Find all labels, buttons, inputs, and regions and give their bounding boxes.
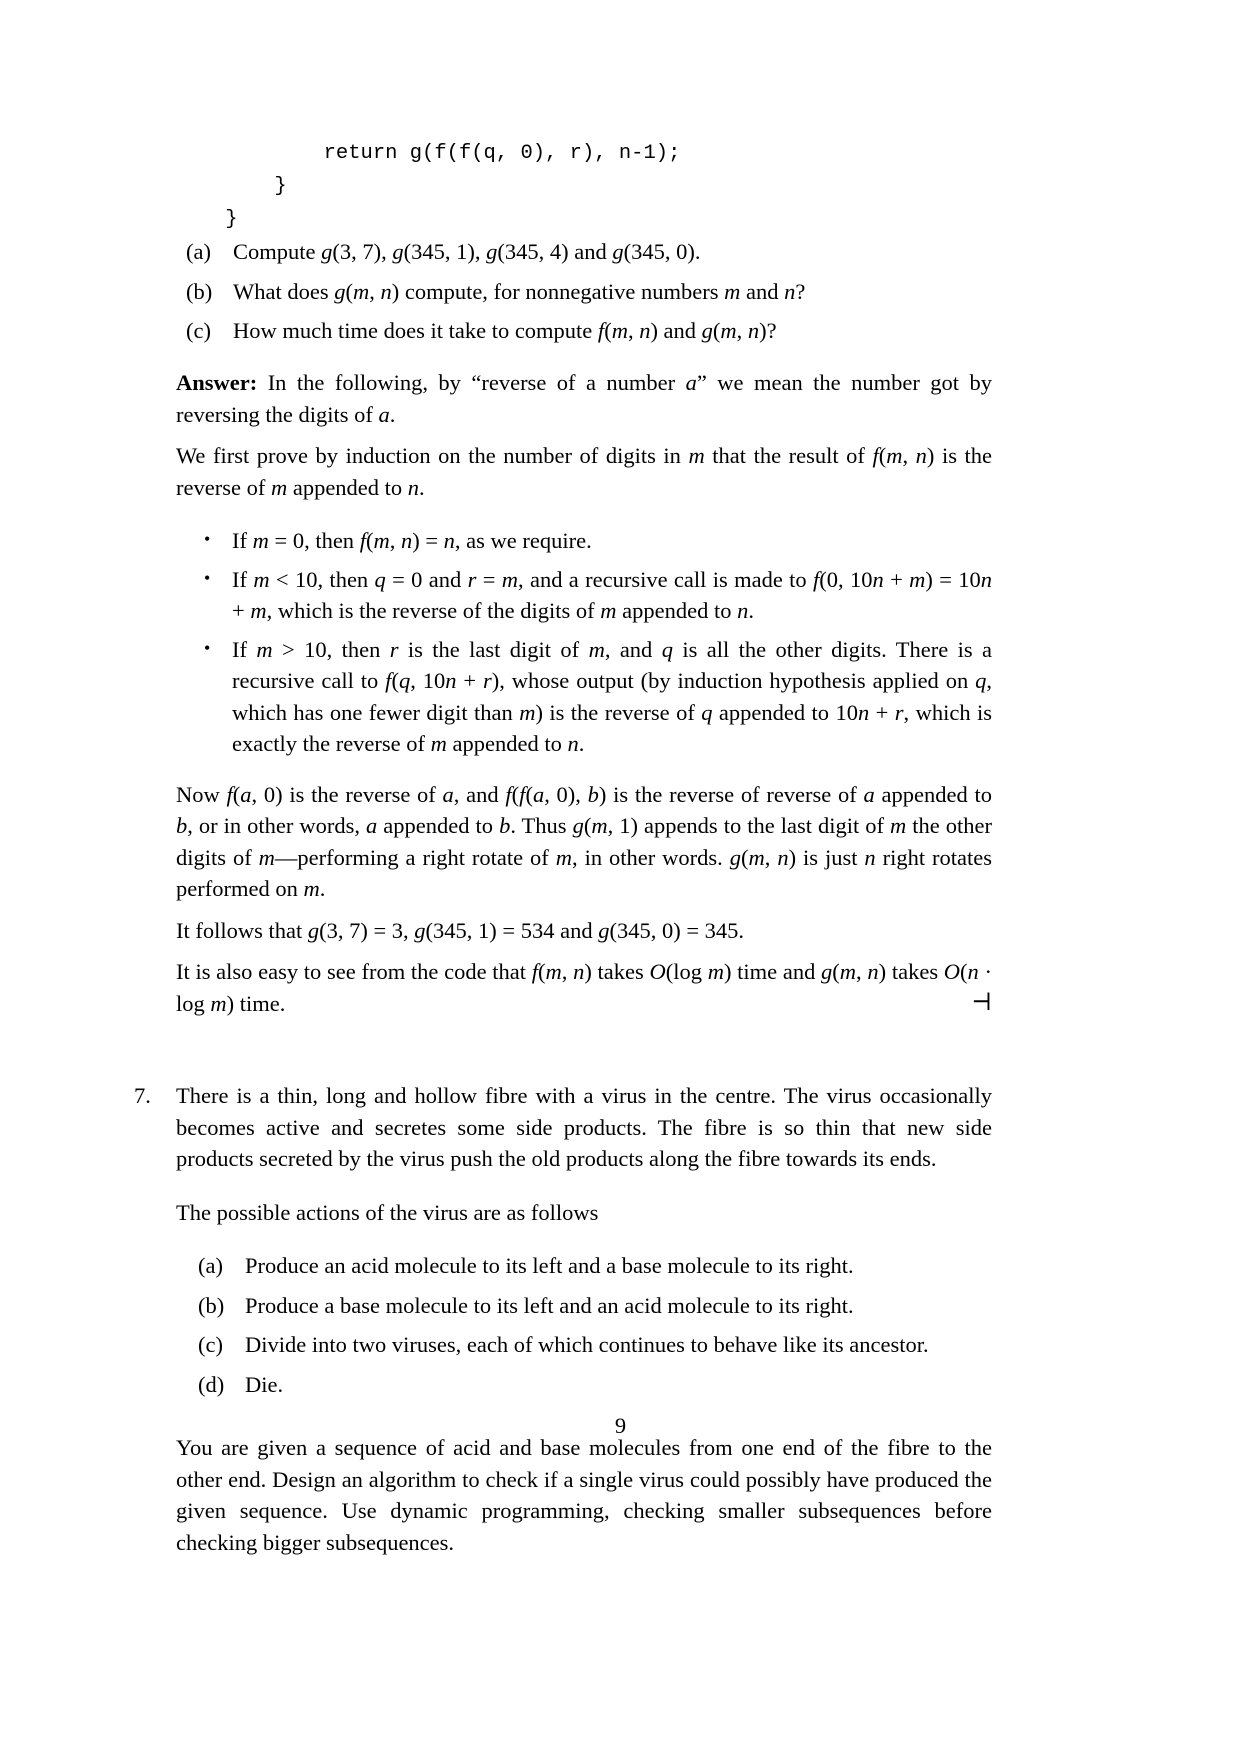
question7-task: You are given a sequence of acid and base molecules from one end of the fibre to the other end. Design an algorithm to check if a single virus could possibly have produced the given sequence. Use dynamic programming, checking smaller subsequences before checking bigger subsequences.: [176, 1435, 992, 1555]
question7-number: 7.: [134, 1083, 151, 1108]
bullet-dot-icon: •: [204, 529, 211, 549]
item-label-d: (d): [198, 1371, 225, 1397]
list-item-7d: [198, 1369, 992, 1401]
bullet-case-m-greater-than-ten: [198, 634, 992, 760]
bullet-dot-icon: •: [204, 637, 211, 658]
bullet-dot-icon: •: [204, 567, 211, 588]
item-text-6b: What does g(m, n) compute, for nonnegative numbers m and n?: [233, 278, 806, 304]
induction-bullet-list: [176, 525, 992, 760]
question7-block: [134, 1080, 992, 1558]
page-number: 9: [614, 1413, 627, 1438]
item-text-7c: Divide into two viruses, each of which continues to behave like its ancestor.: [245, 1332, 929, 1357]
enum-list-question6: [186, 236, 992, 347]
item-label-a: (a): [198, 1253, 223, 1278]
answer-intro-paragraph: Answer: In the following, by “reverse of a number a” we mean the number got by reversing the digits of a.: [176, 370, 992, 427]
item-label-b: (b): [186, 278, 213, 304]
bullet-case-m-equals-zero: [198, 525, 992, 557]
question6-parts-list: [186, 236, 992, 355]
item-label-b: (b): [198, 1292, 225, 1318]
answer-section: [176, 367, 992, 1029]
item-text-7a: Produce an acid molecule to its left and a base molecule to its right.: [245, 1253, 854, 1278]
bullet-text-1: If m = 0, then f(m, n) = n, as we require.: [232, 528, 592, 553]
list-item-7a: [198, 1250, 992, 1282]
item-text-6c: How much time does it take to compute f(m, n) and g(m, n)?: [233, 318, 777, 343]
question7-intro: There is a thin, long and hollow fibre with a virus in the centre. The virus occasionally becomes active and secretes some side products. The fibre is so thin that new side products secreted by the virus push the old products along the fibre towards its ends.: [176, 1083, 992, 1171]
item-text-7d: Die.: [245, 1371, 284, 1397]
item-label-a: (a): [186, 239, 211, 264]
list-item-6a: [186, 236, 992, 268]
code-line-2: }: [176, 175, 287, 198]
conclusion-paragraph: Now f(a, 0) is the reverse of a, and f(f(a, 0), b) is the reverse of reverse of a appended to b, or in other words, a appended to b. Thus g(m, 1) appends to the last digit of m the other digits of m—performing a right rotate of m, in other words. g(m, n) is just n right rotates performed on m.: [176, 781, 993, 901]
list-item-6c: [186, 315, 992, 347]
question7-actions-lead: The possible actions of the virus are as follows: [176, 1199, 599, 1225]
list-item-7c: [198, 1329, 992, 1361]
bullet-text-3: If m > 10, then r is the last digit of m, and q is all the other digits. There is a recursive call to f(q, 10n + r), whose output (by induction hypothesis applied on q, which has one fewer digit than m) is the reverse of q appended to 10n + r, which is exactly the reverse of m appended to n.: [232, 636, 992, 756]
list-item-7b: [198, 1290, 992, 1322]
induction-setup-paragraph: We first prove by induction on the number of digits in m that the result of f(m, n) is the reverse of m appended to n.: [176, 443, 993, 500]
bullet-text-2: If m < 10, then q = 0 and r = m, and a recursive call is made to f(0, 10n + m) = 10n + m, which is the reverse of the digits of m appended to n.: [232, 566, 993, 623]
code-block: [176, 137, 992, 236]
item-text-7b: Produce a base molecule to its left and an acid molecule to its right.: [245, 1292, 854, 1318]
item-text-6a: Compute g(3, 7), g(345, 1), g(345, 4) and g(345, 0).: [233, 239, 701, 264]
end-of-proof-icon: ⊣: [971, 989, 992, 1016]
it-follows-paragraph: It follows that g(3, 7) = 3, g(345, 1) = 534 and g(345, 0) = 345.: [176, 917, 745, 943]
question7-actions-list: [176, 1250, 992, 1400]
code-line-3: }: [176, 208, 238, 231]
timing-paragraph: It is also easy to see from the code that f(m, n) takes O(log m) time and g(m, n) takes O(n · log m) time. ⊣: [176, 956, 992, 1019]
answer-lead-label: Answer:: [176, 370, 258, 395]
bullet-case-m-less-than-ten: [198, 564, 992, 627]
item-label-c: (c): [186, 318, 211, 343]
item-label-c: (c): [198, 1332, 223, 1357]
list-item-6b: [186, 276, 992, 308]
code-line-1: return g(f(f(q, 0), r), n-1);: [176, 142, 681, 165]
